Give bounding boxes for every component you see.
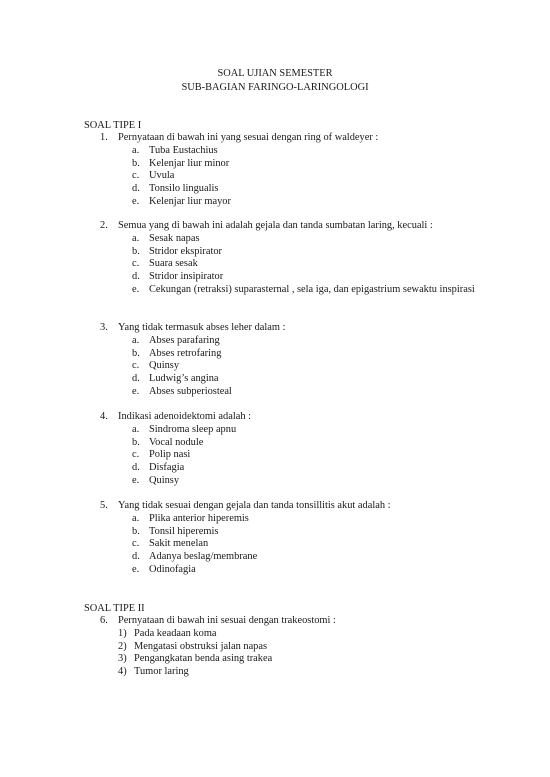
section-title-tipe-1: SOAL TIPE I <box>84 120 142 131</box>
option-label: 4) <box>118 666 127 678</box>
option-label: c. <box>132 360 140 372</box>
option-text: Sindroma sleep apnu <box>149 423 237 435</box>
option-list <box>100 424 480 488</box>
option-text: Tumor laring <box>134 666 189 678</box>
option-label: 2) <box>118 640 127 652</box>
question-text: Yang tidak sesuai dengan gejala dan tanda tonsillitis akut adalah : <box>118 500 391 511</box>
option-item <box>100 475 480 488</box>
option-text: Kelenjar liur mayor <box>149 195 231 207</box>
question-text: Indikasi adenoidektomi adalah : <box>118 411 252 422</box>
option-text: Tonsil hiperemis <box>149 525 219 537</box>
question-number: 1. <box>100 132 108 143</box>
option-text: Pengangkatan benda asing trakea <box>134 653 273 665</box>
option-label: d. <box>132 462 140 474</box>
option-label: a. <box>132 232 140 244</box>
option-item <box>100 246 480 259</box>
option-text: Stridor ekspirator <box>149 245 223 257</box>
option-label: b. <box>132 347 140 359</box>
option-item <box>100 628 480 641</box>
option-text: Vocal nodule <box>149 436 204 448</box>
option-item <box>100 233 480 246</box>
option-text: Uvula <box>149 170 175 182</box>
option-item <box>100 335 480 348</box>
option-text: Disfagia <box>149 462 185 474</box>
question-number: 6. <box>100 615 108 626</box>
option-label: e. <box>132 283 140 295</box>
option-text: Kelenjar liur minor <box>149 157 230 169</box>
option-text: Adanya beslag/membrane <box>149 551 258 563</box>
question-text: Yang tidak termasuk abses leher dalam : <box>118 322 286 333</box>
option-label: b. <box>132 157 140 169</box>
option-label: b. <box>132 245 140 257</box>
option-item <box>100 284 480 297</box>
option-item <box>100 386 480 399</box>
option-label: d. <box>132 373 140 385</box>
option-text: Stridor insipirator <box>149 271 224 283</box>
option-item <box>100 666 480 679</box>
option-text: Odinofagia <box>149 563 196 575</box>
option-label: 1) <box>118 627 127 639</box>
option-item <box>100 170 480 183</box>
question-number: 4. <box>100 411 108 422</box>
option-label: b. <box>132 436 140 448</box>
option-item <box>100 653 480 666</box>
option-text: Pada keadaan koma <box>134 627 217 639</box>
option-label: e. <box>132 474 140 486</box>
option-list <box>100 145 480 209</box>
option-item <box>100 424 480 437</box>
option-text: Sesak napas <box>149 232 200 244</box>
option-item <box>100 183 480 196</box>
option-item <box>100 551 480 564</box>
option-item <box>100 513 480 526</box>
option-text: Polip nasi <box>149 449 191 461</box>
option-label: c. <box>132 538 140 550</box>
option-label: a. <box>132 423 140 435</box>
option-text: Ludwig’s angina <box>149 373 219 385</box>
option-label: d. <box>132 183 140 195</box>
question-text: Pernyataan di bawah ini yang sesuai dengan ring of waldeyer : <box>118 132 379 143</box>
option-text: Abses parafaring <box>149 334 220 346</box>
option-label: c. <box>132 449 140 461</box>
option-item <box>100 258 480 271</box>
question-1 <box>100 132 480 209</box>
option-text: Abses subperiosteal <box>149 385 232 397</box>
option-item <box>100 449 480 462</box>
question-text: Semua yang di bawah ini adalah gejala dan tanda sumbatan laring, kecuali : <box>118 220 433 231</box>
question-number: 2. <box>100 220 108 231</box>
option-text: Cekungan (retraksi) suparasternal , sela iga, dan epigastrium sewaktu inspirasi <box>149 283 475 295</box>
option-text: Quinsy <box>149 474 180 486</box>
option-item <box>100 360 480 373</box>
option-item <box>100 271 480 284</box>
option-text: Sakit menelan <box>149 538 209 550</box>
option-text: Suara sesak <box>149 258 198 270</box>
option-text: Plika anterior hiperemis <box>149 512 249 524</box>
question-4 <box>100 411 480 488</box>
option-item <box>100 348 480 361</box>
option-item <box>100 196 480 209</box>
question-2 <box>100 220 480 297</box>
title-line-2: SUB-BAGIAN FARINGO-LARINGOLOGI <box>181 81 369 93</box>
option-item <box>100 158 480 171</box>
option-item <box>100 145 480 158</box>
option-text: Tonsilo lingualis <box>149 183 219 195</box>
title-line-1: SOAL UJIAN SEMESTER <box>217 68 333 79</box>
option-label: d. <box>132 271 140 283</box>
section-title-tipe-2: SOAL TIPE II <box>84 603 145 614</box>
option-label: c. <box>132 258 140 270</box>
question-number: 3. <box>100 322 108 333</box>
option-label: a. <box>132 512 140 524</box>
option-text: Tuba Eustachius <box>149 144 218 156</box>
option-text: Abses retrofaring <box>149 347 222 359</box>
option-item <box>100 462 480 475</box>
question-6 <box>100 615 480 679</box>
option-list <box>100 513 480 577</box>
option-text: Mengatasi obstruksi jalan napas <box>134 640 268 652</box>
option-label: 3) <box>118 653 127 665</box>
option-item <box>100 373 480 386</box>
question-number: 5. <box>100 500 108 511</box>
question-3 <box>100 322 480 399</box>
option-item <box>100 526 480 539</box>
option-item <box>100 538 480 551</box>
option-label: c. <box>132 170 140 182</box>
option-item <box>100 437 480 450</box>
option-label: e. <box>132 195 140 207</box>
question-5 <box>100 500 480 577</box>
option-item <box>100 641 480 654</box>
option-list <box>100 233 480 297</box>
document-title <box>0 68 550 95</box>
option-label: a. <box>132 334 140 346</box>
option-list <box>100 628 480 679</box>
option-label: b. <box>132 525 140 537</box>
option-item <box>100 564 480 577</box>
option-label: e. <box>132 563 140 575</box>
option-label: a. <box>132 144 140 156</box>
option-text: Quinsy <box>149 360 180 372</box>
option-label: d. <box>132 551 140 563</box>
option-label: e. <box>132 385 140 397</box>
question-text: Pernyataan di bawah ini sesuai dengan trakeostomi : <box>118 615 336 626</box>
option-list <box>100 335 480 399</box>
